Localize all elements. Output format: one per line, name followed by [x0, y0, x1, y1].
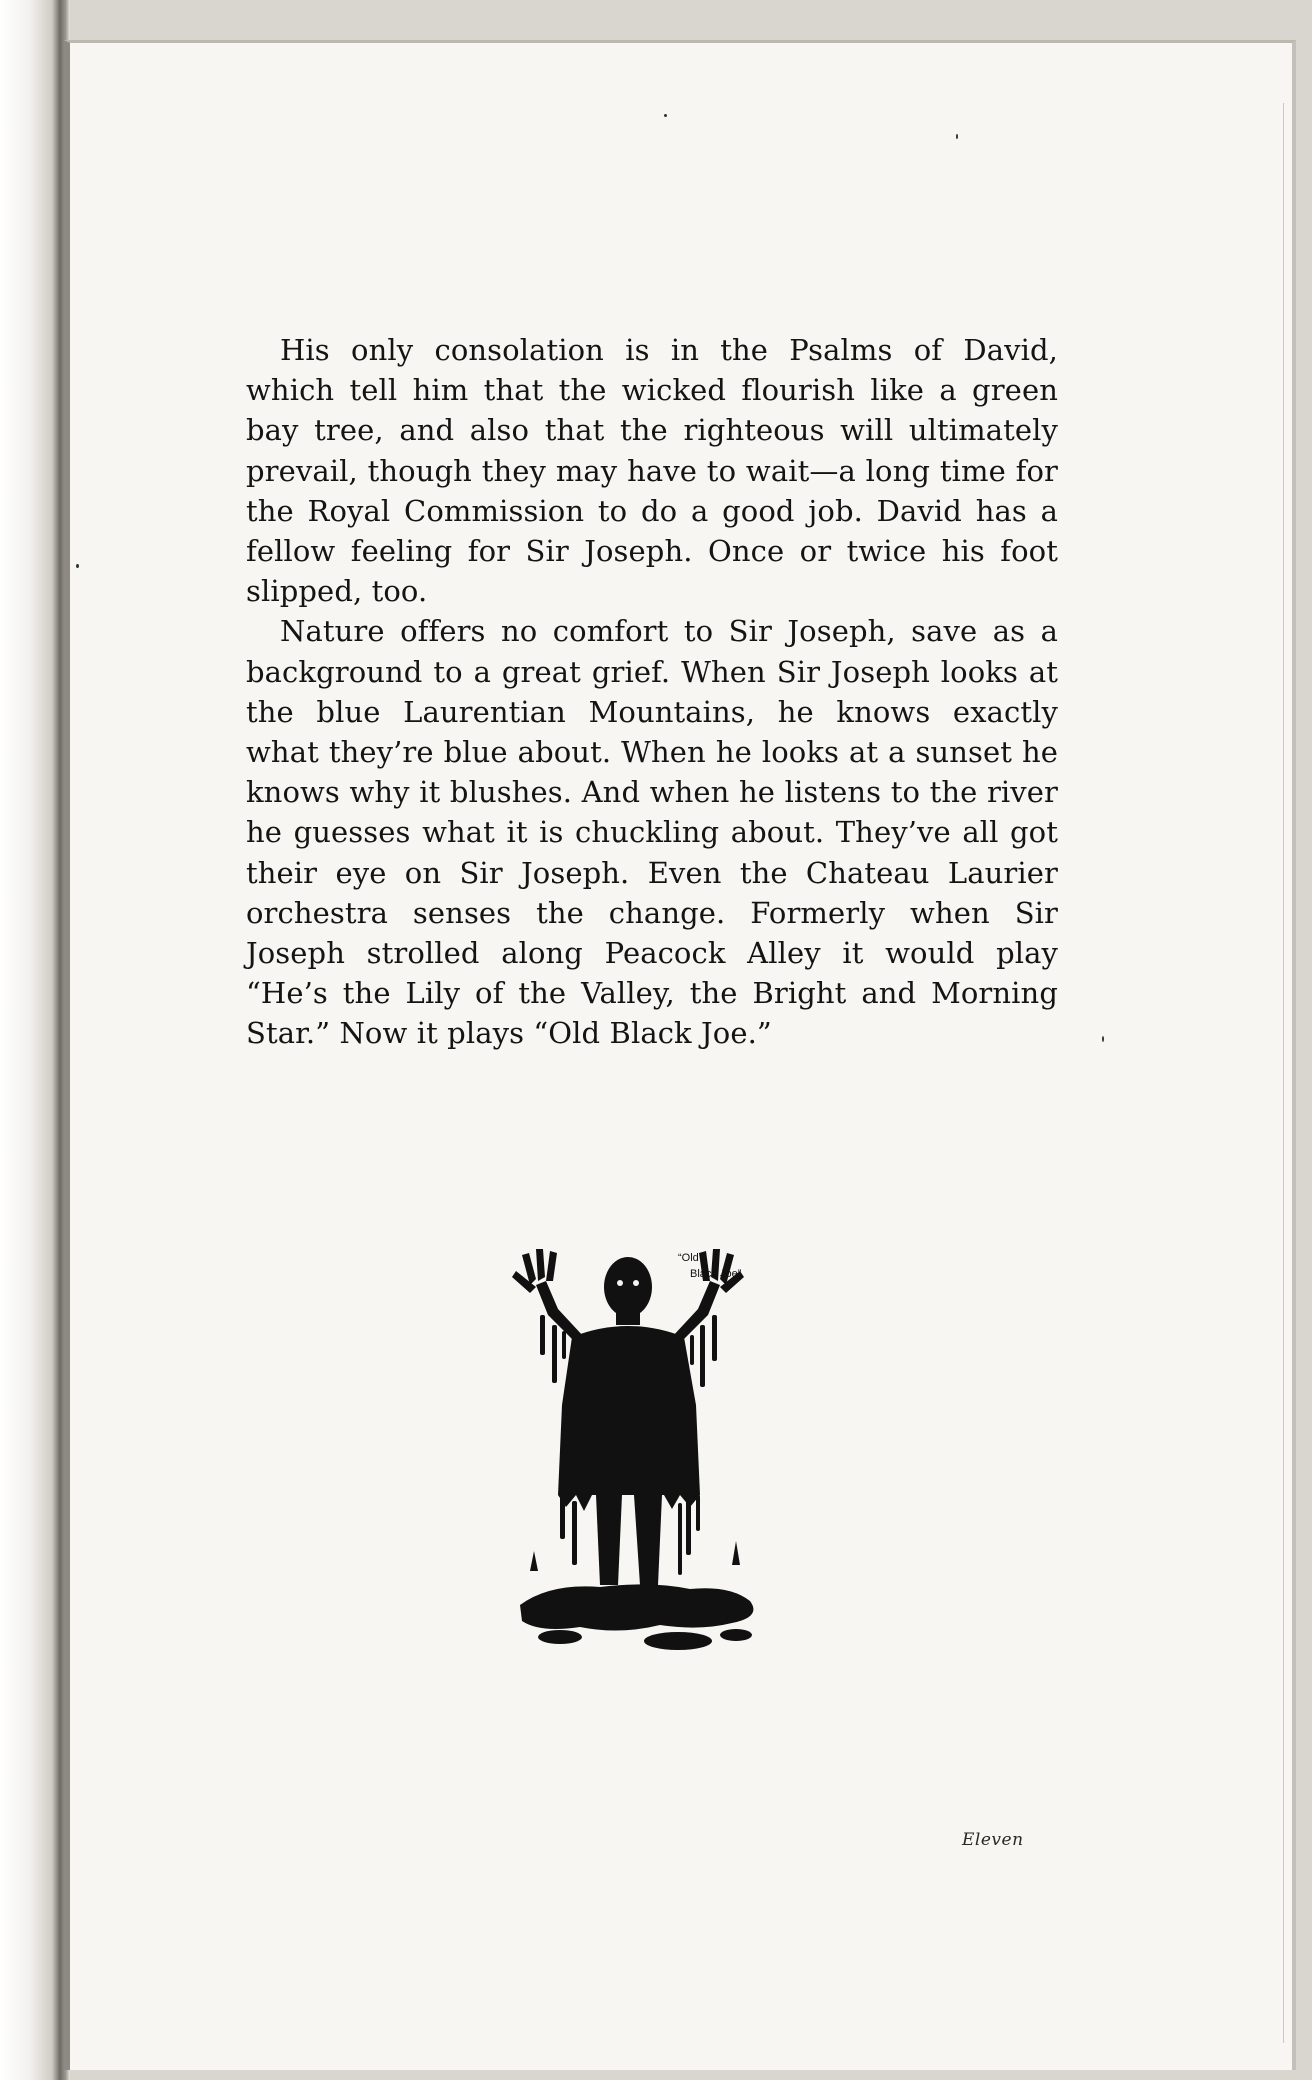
paper-speck	[664, 114, 667, 117]
body-text	[246, 330, 1058, 1054]
paper-speck	[956, 134, 958, 139]
old-black-joe-illustration	[500, 1245, 790, 1655]
paper-speck	[1102, 1036, 1104, 1042]
paper-speck	[76, 564, 79, 568]
dripping-figure-silhouette	[500, 1245, 790, 1655]
paragraph-1: His only consolation is in the Psalms of David, which tell him that the wicked flourish like a green bay tree, and also that the righteous will ultimately prevail, though they may have to wait—a long time for the Royal Commission to do a good job. David has a fellow feeling for Sir Joseph. Once or twice his foot slipped, too.	[246, 333, 1058, 609]
page-number: Eleven	[962, 1830, 1024, 1850]
book-spine-edge	[0, 0, 70, 2080]
illustration-caption-line1: “Old	[678, 1252, 699, 1264]
paragraph-2: Nature offers no comfort to Sir Joseph, save as a background to a great grief. When Sir Joseph looks at the blue Laurentian Mountains, he knows exactly what they’re blue about. When he looks at a sunset he knows why it blushes. And when he listens to the river he guesses what it is chuckling about. They’ve all got their eye on Sir Joseph. Even the Chateau Laurier orchestra senses the change. Formerly when Sir Joseph strolled along Peacock Alley it would play “He’s the Lily of the Valley, the Bright and Morning Star.” Now it plays “Old Black Joe.”	[246, 614, 1058, 1051]
illustration-caption-line2: Black Joe”	[690, 1268, 742, 1280]
page-edge-line	[1283, 103, 1284, 2043]
